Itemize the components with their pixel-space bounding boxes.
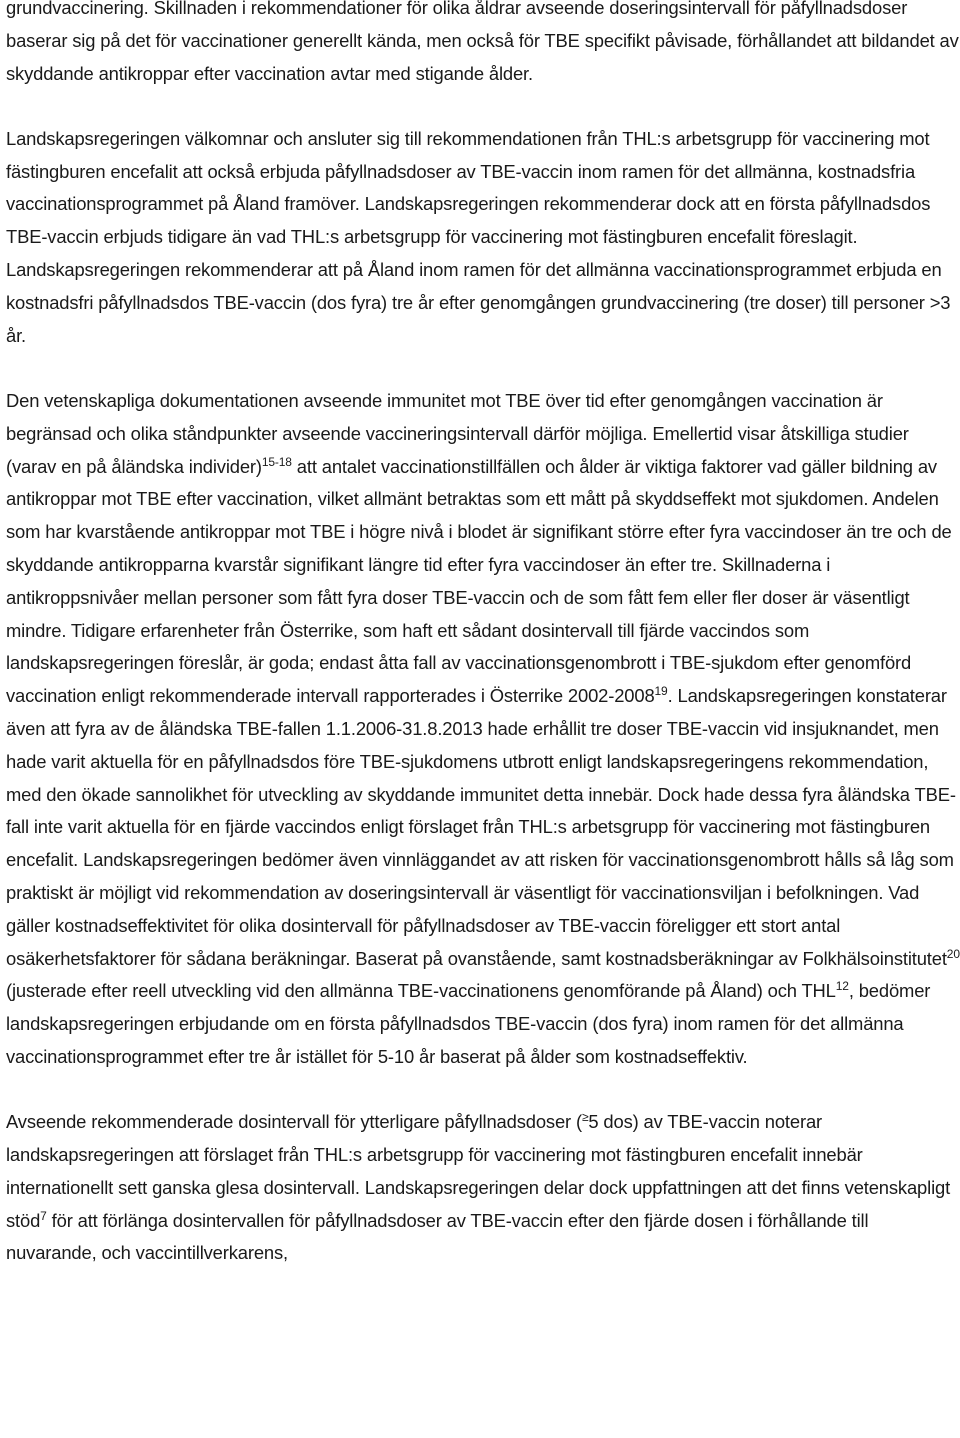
paragraph-text: Den vetenskapliga dokumentationen avseende immunitet mot TBE över tid efter genomgången vaccination är begränsad och olika ståndpunkter avseende vaccineringsintervall därför möjliga. Emellertid visar åtskilliga studier (varav en på åländska individer) (6, 389, 909, 477)
reference-superscript: 19 (654, 684, 668, 699)
paragraph-text: 5 dos) av TBE-vaccin noterar landskapsregeringen att förslaget från THL:s arbetsgrupp för vaccinering mot fästingburen encefalit innebär internationellt sett ganska glesa dosintervall. Landskapsregeringen delar dock uppfattningen att det finns vetenskapligt stöd (6, 1111, 951, 1231)
reference-superscript: 20 (946, 946, 960, 961)
reference-superscript: 7 (40, 1208, 47, 1223)
paragraph-spacer (6, 352, 960, 385)
paragraph-text: , bedömer landskapsregeringen erbjudande om en första påfyllnadsdos TBE-vaccin (dos fyra) inom ramen för det allmänna vaccinationsprogrammet efter tre år istället för 5-10 år baserat på ålder som kostnadseffektiv. (6, 980, 931, 1067)
reference-superscript: 12 (835, 979, 849, 994)
paragraph-text: för att förlänga dosintervallen för påfyllnadsdoser av TBE-vaccin efter den fjärde dosen i förhållande till nuvarande, och vaccintillverkarens, (6, 1209, 869, 1264)
paragraph-text: Avseende rekommenderade dosintervall för ytterligare påfyllnadsdoser ( (6, 1111, 582, 1133)
paragraph-further-booster-intervals (6, 1106, 960, 1270)
paragraph-age-differences (6, 0, 960, 90)
document-page (6, 0, 960, 1270)
greater-equal-symbol: ≥ (581, 1110, 589, 1125)
paragraph-spacer (6, 90, 960, 123)
paragraph-text: . Landskapsregeringen konstaterar även att fyra av de åländska TBE-fallen 1.1.2006-31.8.2013 hade erhållit tre doser TBE-vaccin vid insjuknandet, men hade varit aktuella för en påfyllnadsdos före TBE-sjukdomens utbrott enligt landskapsregeringens rekommendation, med den ökade sannolikhet för utveckling av skyddande immunitet detta innebär. Dock hade dessa fyra åländska TBE-fall inte varit aktuella för en fjärde vaccindos enligt förslaget från THL:s arbetsgrupp för vaccinering mot fästingburen encefalit. Landskapsregeringen bedömer även vinnläggandet av att risken för vaccinationsgenombrott hålls så låg som praktiskt är möjligt vid rekommendation av doseringsintervall är väsentligt för vaccinationsviljan i befolkningen. Vad gäller kostnadseffektivitet för olika dosintervall för påfyllnadsdoser av TBE-vaccin föreligger ett stort antal osäkerhetsfaktorer för sådana beräkningar. Baserat på ovanstående, samt kostnadsberäkningar av Folkhälsoinstitutet (6, 685, 956, 969)
paragraph-text: grundvaccinering. Skillnaden i rekommendationer för olika åldrar avseende doseringsintervall för påfyllnadsdoser baserar sig på det för vaccinationer generellt kända, men också för TBE specifikt påvisade, förhållandet att bildandet av skyddande antikroppar efter vaccination avtar med stigande ålder. (6, 0, 959, 84)
paragraph-text: att antalet vaccinationstillfällen och ålder är viktiga faktorer vad gäller bildning av antikroppar mot TBE efter vaccination, vilket allmänt betraktas som ett mått på skyddseffekt mot sjukdomen. Andelen som har kvarstående antikroppar mot TBE i högre nivå i blodet är signifikant större efter fyra vaccindoser än tre och de skyddande antikropparna kvarstår signifikant längre tid efter fyra vaccindoser än efter tre. Skillnaderna i antikroppsnivåer mellan personer som fått fyra doser TBE-vaccin och de som fått fem eller fler doser är väsentligt mindre. Tidigare erfarenheter från Österrike, som haft ett sådant dosintervall till fjärde vaccindos som landskapsregeringen föreslår, är goda; endast åtta fall av vaccinationsgenombrott i TBE-sjukdom efter genomförd vaccination enligt rekommenderade intervall rapporterades i Österrike 2002-2008 (6, 455, 952, 707)
paragraph-spacer (6, 1074, 960, 1107)
reference-superscript: 15-18 (261, 454, 292, 469)
paragraph-landskapsregeringen-recommendation (6, 123, 960, 353)
paragraph-text: (justerade efter reell utveckling vid den allmänna TBE-vaccinationens genomförande på Åland) och THL (6, 980, 836, 1002)
paragraph-text: Landskapsregeringen välkomnar och ansluter sig till rekommendationen från THL:s arbetsgrupp för vaccinering mot fästingburen encefalit att också erbjuda påfyllnadsdoser av TBE-vaccin inom ramen för det allmänna, kostnadsfria vaccinationsprogrammet på Åland framöver. Landskapsregeringen rekommenderar dock att en första påfyllnadsdos TBE-vaccin erbjuds tidigare än vad THL:s arbetsgrupp för vaccinering mot fästingburen encefalit föreslagit. Landskapsregeringen rekommenderar att på Åland inom ramen för det allmänna vaccinationsprogrammet erbjuda en kostnadsfri påfyllnadsdos TBE-vaccin (dos fyra) tre år efter genomgången grundvaccinering (tre doser) till personer >3 år. (6, 127, 951, 346)
paragraph-scientific-documentation (6, 385, 960, 1074)
